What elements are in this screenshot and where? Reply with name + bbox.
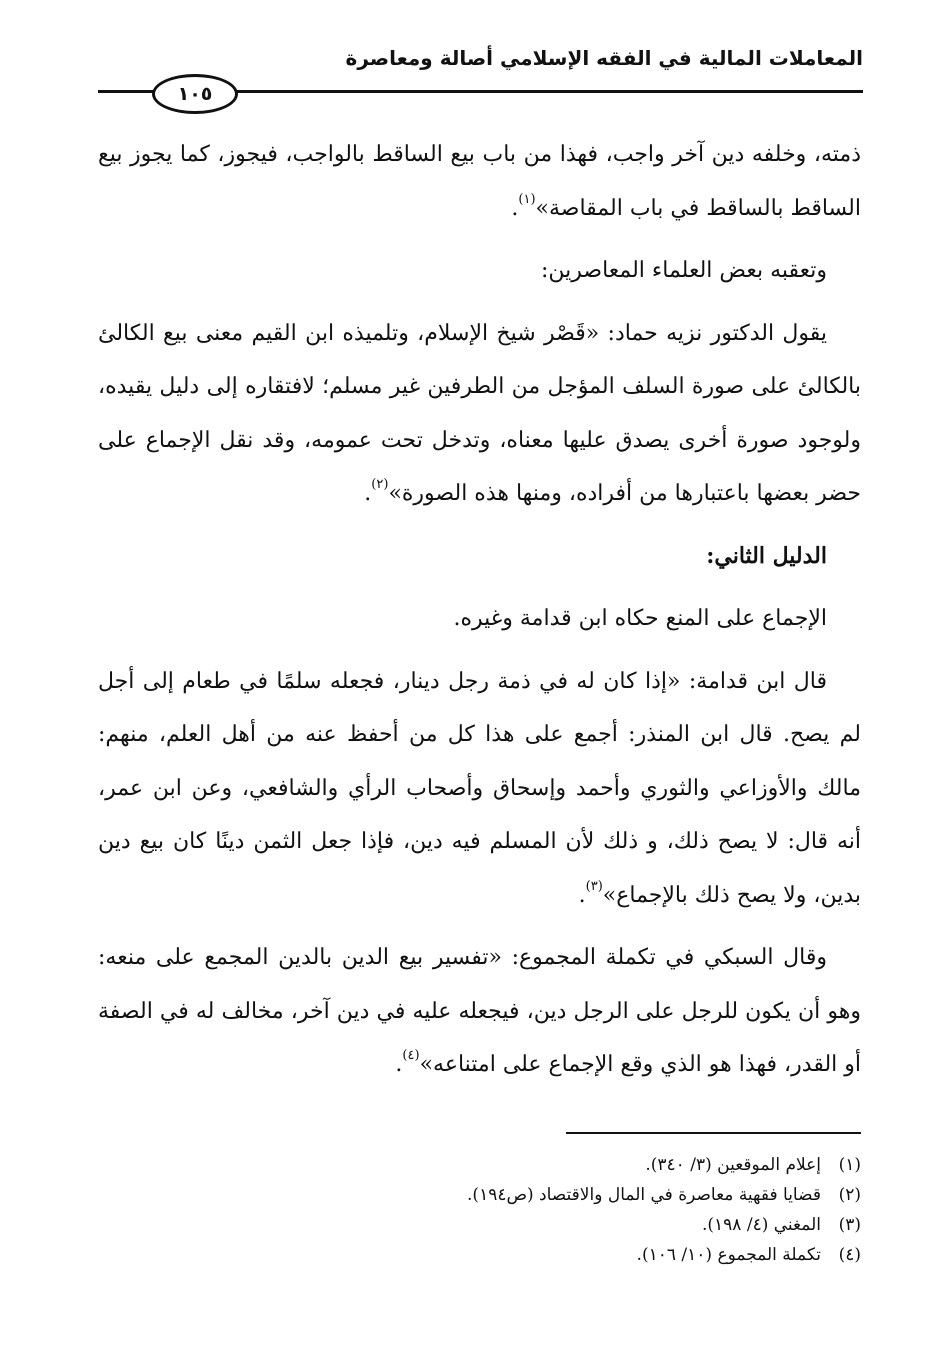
paragraph-intro <box>98 244 861 298</box>
paragraph-quote-subki <box>98 931 861 1092</box>
footnote-text: قضايا فقهية معاصرة في المال والاقتصاد (ص١٩٤). <box>467 1185 821 1205</box>
paragraph-end: . <box>395 1052 403 1077</box>
footnote-item <box>98 1240 861 1270</box>
paragraph-text: الإجماع على المنع حكاه ابن قدامة وغيره. <box>453 606 827 631</box>
footnote-number: (٣) <box>838 1215 861 1235</box>
footnote-ref: (١) <box>518 191 536 207</box>
paragraph-text: وقال السبكي في تكملة المجموع: «تفسير بيع الدين بالدين المجمع على منعه: وهو أن يكون للرجل على الرجل دين، فيجعله عليه في دين آخر، مخالف له في الصفة أو القدر، فهذا هو الذي وقع الإجماع على امتناعه» <box>98 945 861 1077</box>
paragraph-ijma <box>98 592 861 646</box>
footnote-number: (٤) <box>838 1245 861 1265</box>
running-header-title: المعاملات المالية في الفقه الإسلامي أصالة ومعاصرة <box>345 46 863 70</box>
footnote-ref: (٤) <box>402 1048 420 1063</box>
footnote-item <box>98 1180 861 1210</box>
paragraph-text: قال ابن قدامة: «إذا كان له في ذمة رجل دينار، فجعله سلمًا في طعام إلى أجل لم يصح. قال ابن المنذر: أجمع على هذا كل من أحفظ عنه من أهل العلم، منهم: مالك والأوزاعي والثوري وأحمد وإسحاق وأصحاب الرأي والشافعي، وعن ابن عمر، أنه قال: لا يصح ذلك، و ذلك لأن المسلم فيه دين، فإذا جعل الثمن دينًا كان بيع دين بدين، ولا يصح ذلك بالإجماع» <box>98 668 861 908</box>
footnote-item <box>98 1150 861 1180</box>
footnote-text: إعلام الموقعين (٣/ ٣٤٠). <box>645 1155 821 1175</box>
footnotes <box>98 1150 861 1270</box>
paragraph-end: . <box>578 882 586 908</box>
paragraph-quote-hammad <box>98 307 861 521</box>
footnote-item <box>98 1210 861 1240</box>
paragraph-text: ذمته، وخلفه دين آخر واجب، فهذا من باب بيع الساقط بالواجب، فيجوز، كما يجوز بيع الساقط بالساقط في باب المقاصة» <box>98 142 861 221</box>
footnote-text: المغني (٤/ ١٩٨). <box>701 1215 821 1235</box>
page-number: ١٠٥ <box>177 83 213 105</box>
paragraph-text: وتعقبه بعض العلماء المعاصرين: <box>540 258 827 283</box>
footnote-number: (٢) <box>838 1185 861 1205</box>
paragraph-text: يقول الدكتور نزيه حماد: «قَصْر شيخ الإسلام، وتلميذه ابن القيم معنى بيع الكالئ بالكالئ على صورة السلف المؤجل من الطرفين غير مسلم؛ لافتقاره إلى دليل يقيده، ولوجود صورة أخرى يصدق عليها معناه، وتدخل تحت عمومه، وقد نقل الإجماع على حضر بعضها باعتبارها من أفراده، ومنها هذه الصورة» <box>98 320 861 506</box>
footnote-ref: (٣) <box>585 878 603 894</box>
footnote-separator <box>566 1132 861 1134</box>
page-number-badge <box>152 74 238 114</box>
footnote-ref: (٢) <box>371 477 389 492</box>
paragraph-end: . <box>511 195 519 221</box>
section-heading <box>98 530 861 584</box>
paragraph-quote-ibn-qudama <box>98 655 861 923</box>
paragraph-end: . <box>364 481 372 506</box>
footnote-text: تكملة المجموع (١٠/ ١٠٦). <box>636 1245 821 1265</box>
footnote-number: (١) <box>838 1155 861 1175</box>
paragraph-continuation <box>98 128 861 235</box>
heading-text: الدليل الثاني: <box>706 542 827 569</box>
body-text <box>98 128 861 1092</box>
